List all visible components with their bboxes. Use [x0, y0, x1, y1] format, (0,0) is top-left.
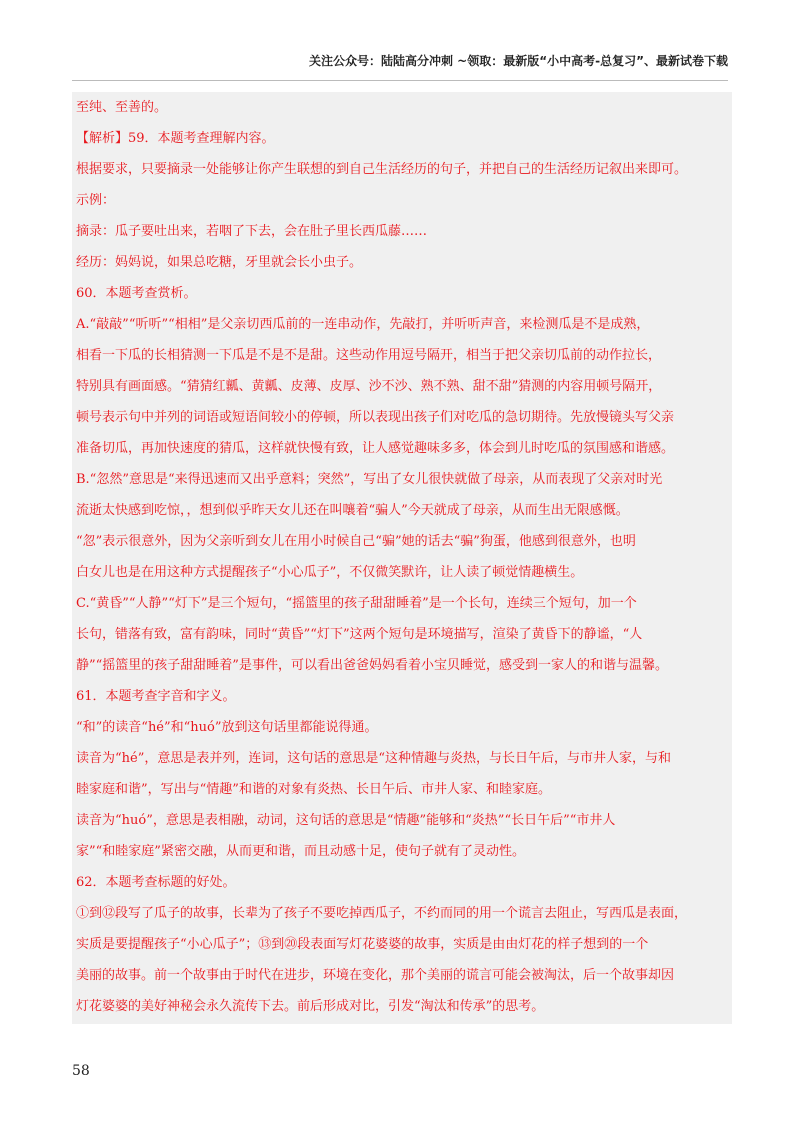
- text-line: C.“黄昏”“人静”“灯下”是三个短句，“摇篮里的孩子甜甜睡着”是一个长句，连续三个短句，加一个: [76, 596, 637, 611]
- text-line: A.“敲敲”“听听”“相相”是父亲切西瓜前的一连串动作，先敲打，并听听声音，来检测瓜是不是成熟，: [76, 317, 650, 332]
- text-line: 白女儿也是在用这种方式提醒孩子“小心瓜子”，不仅微笑默许，让人读了顿觉情趣横生。: [76, 565, 584, 580]
- answer-analysis-block: [72, 92, 732, 1024]
- text-line: 读音为“hé”，意思是表并列，连词，这句话的意思是“这种情趣与炎热，与长日午后，与市井人家，与和: [76, 751, 672, 766]
- page-header: 关注公众号：陆陆高分冲刺 ~领取：最新版“小中高考-总复习”、最新试卷下载: [309, 54, 728, 68]
- text-line: 61．本题考查字音和字义。: [76, 689, 236, 704]
- text-line: ①到⑫段写了瓜子的故事，长辈为了孩子不要吃掉西瓜子，不约而同的用一个谎言去阻止，写西瓜是表面，: [76, 906, 688, 921]
- text-line: 相看一下瓜的长相猜测一下瓜是不是不是甜。这些动作用逗号隔开，相当于把父亲切瓜前的动作拉长，: [76, 348, 662, 363]
- text-line: 摘录：瓜子要吐出来，若咽了下去，会在肚子里长西瓜藤……: [76, 224, 428, 239]
- text-line: 经历：妈妈说，如果总吃糖，牙里就会长小虫子。: [76, 255, 363, 270]
- text-line: 长句，错落有致，富有韵味，同时“黄昏”“灯下”这两个短句是环境描写，渲染了黄昏下的静谧，“人: [76, 627, 643, 642]
- text-line: 美丽的故事。前一个故事由于时代在进步，环境在变化，那个美丽的谎言可能会被淘汰，后一个故事却因: [76, 968, 675, 983]
- text-line: 睦家庭和谐”，写出与“情趣”和谐的对象有炎热、长日午后、市井人家、和睦家庭。: [76, 782, 551, 797]
- text-line: 实质是要提醒孩子“小心瓜子”；⑬到⑳段表面写灯花婆婆的故事，实质是由由灯花的样子想到的一个: [76, 937, 649, 952]
- text-line: 【解析】59．本题考查理解内容。: [76, 131, 275, 146]
- text-line: 至纯、至善的。: [76, 100, 168, 115]
- text-line: 特别具有画面感。“猜猜红瓤、黄瓤、皮薄、皮厚、沙不沙、熟不熟、甜不甜”猜测的内容用顿号隔开，: [76, 379, 662, 394]
- text-line: B.“忽然”意思是“来得迅速而又出乎意料；突然”，写出了女儿很快就做了母亲，从而表现了父亲对时光: [76, 472, 663, 487]
- header-divider: [72, 80, 728, 81]
- text-line: 读音为“huó”，意思是表相融，动词，这句话的意思是“情趣”能够和“炎热”“长日午后”“市井人: [76, 813, 616, 828]
- text-line: 准备切瓜，再加快速度的猜瓜，这样就快慢有致，让人感觉趣味多多，体会到儿时吃瓜的氛围感和谐感。: [76, 441, 675, 456]
- text-line: 示例：: [76, 193, 116, 208]
- text-line: 流逝太快感到吃惊，，想到似乎昨天女儿还在叫嚷着“骗人”今天就成了母亲，从而生出无限感慨。: [76, 503, 629, 518]
- text-line: 根据要求，只要摘录一处能够让你产生联想的到自己生活经历的句子，并把自己的生活经历记叙出来即可。: [76, 162, 688, 177]
- text-line: 家”“和睦家庭”紧密交融，从而更和谐，而且动感十足，使句子就有了灵动性。: [76, 844, 525, 859]
- page-number: 58: [72, 1063, 90, 1079]
- text-line: “和”的读音“hé”和“huó”放到这句话里都能说得通。: [76, 720, 378, 735]
- text-line: 60．本题考查赏析。: [76, 286, 197, 301]
- text-line: 顿号表示句中并列的词语或短语间较小的停顿，所以表现出孩子们对吃瓜的急切期待。先放慢镜头写父亲: [76, 410, 675, 425]
- text-line: “忽”表示很意外，因为父亲听到女儿在用小时候自己“骗”她的话去“骗”狗蛋，他感到很意外，也明: [76, 534, 636, 549]
- text-line: 静”“摇篮里的孩子甜甜睡着”是事件，可以看出爸爸妈妈看着小宝贝睡觉，感受到一家人的和谐与温馨。: [76, 658, 668, 673]
- text-line: 灯花婆婆的美好神秘会永久流传下去。前后形成对比，引发“淘汰和传承”的思考。: [76, 999, 545, 1014]
- text-line: 62．本题考查标题的好处。: [76, 875, 236, 890]
